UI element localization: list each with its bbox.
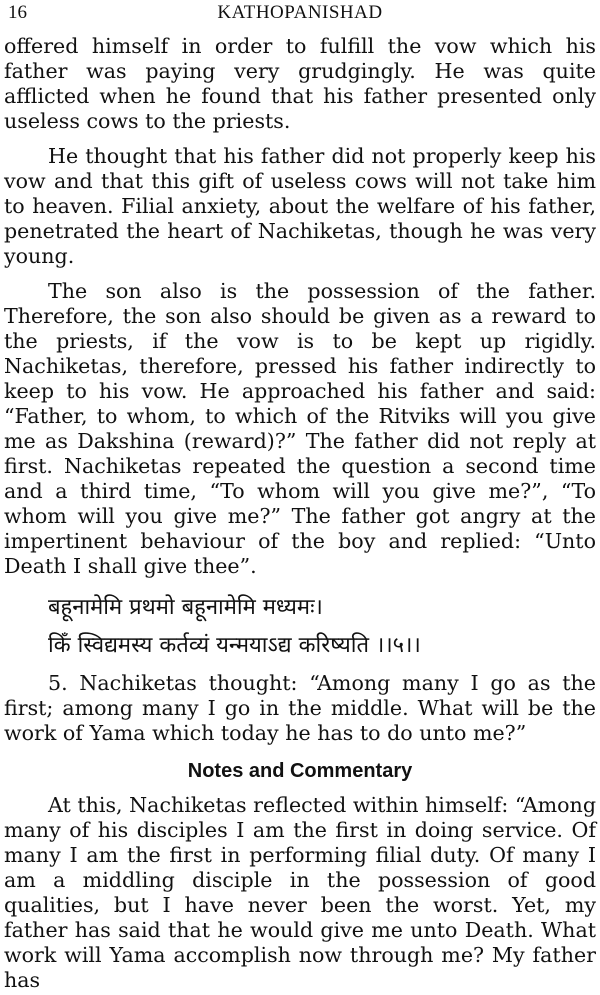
paragraph-continuation: offered himself in order to fulfill the vow which his father was paying very grudgingly. He was quite afflicted when he found that his father presented only useless cows to the priests. xyxy=(4,34,596,133)
sanskrit-verse xyxy=(48,589,596,665)
commentary-paragraph: At this, Nachiketas reflected within himself: “Among many of his disciples I am the first in doing service. Of many I am the first in performing filial duty. Of many I am a middling disciple in the possession of good qualities, but I have never been the worst. Yet, my father has said that he would give me unto Death. What work will Yama accomplish now through me? My father has xyxy=(4,793,596,992)
page-number: 16 xyxy=(8,2,27,23)
paragraph-filial-anxiety: He thought that his father did not properly keep his vow and that this gift of useless cows will not take him to heaven. Filial anxiety, about the welfare of his father, penetrated the heart of Nachiketas, though he was very young. xyxy=(4,144,596,268)
verse-translation: 5. Nachiketas thought: “Among many I go as the first; among many I go in the middle. What will be the work of Yama which today he has to do unto me?” xyxy=(4,671,596,745)
running-title: KATHOPANISHAD xyxy=(217,2,383,23)
notes-heading: Notes and Commentary xyxy=(187,760,413,782)
verse-line-1: बहूनामेमि प्रथमो बहूनामेमि मध्यमः। xyxy=(48,595,323,620)
paragraph-son-possession: The son also is the possession of the father. Therefore, the son also should be given as a reward to the priests, if the vow is to be kept up rigidly. Nachiketas, therefore, pressed his father indirectly to keep to his vow. He approached his father and said: “Father, to whom, to which of the Ritviks will you give me as Dakshina (reward)?” The father did not reply at first. Nachiketas repeated the question a second time and a third time, “To whom will you give me?”, “To whom will you give me?” The father got angry at the impertinent behaviour of the boy and replied: “Unto Death I shall give thee”. xyxy=(4,279,596,578)
verse-line-2: किँ स्विद्यमस्य कर्तव्यं यन्मयाऽद्य करिष्यति ।।५।। xyxy=(48,633,421,658)
page-header xyxy=(4,0,596,34)
